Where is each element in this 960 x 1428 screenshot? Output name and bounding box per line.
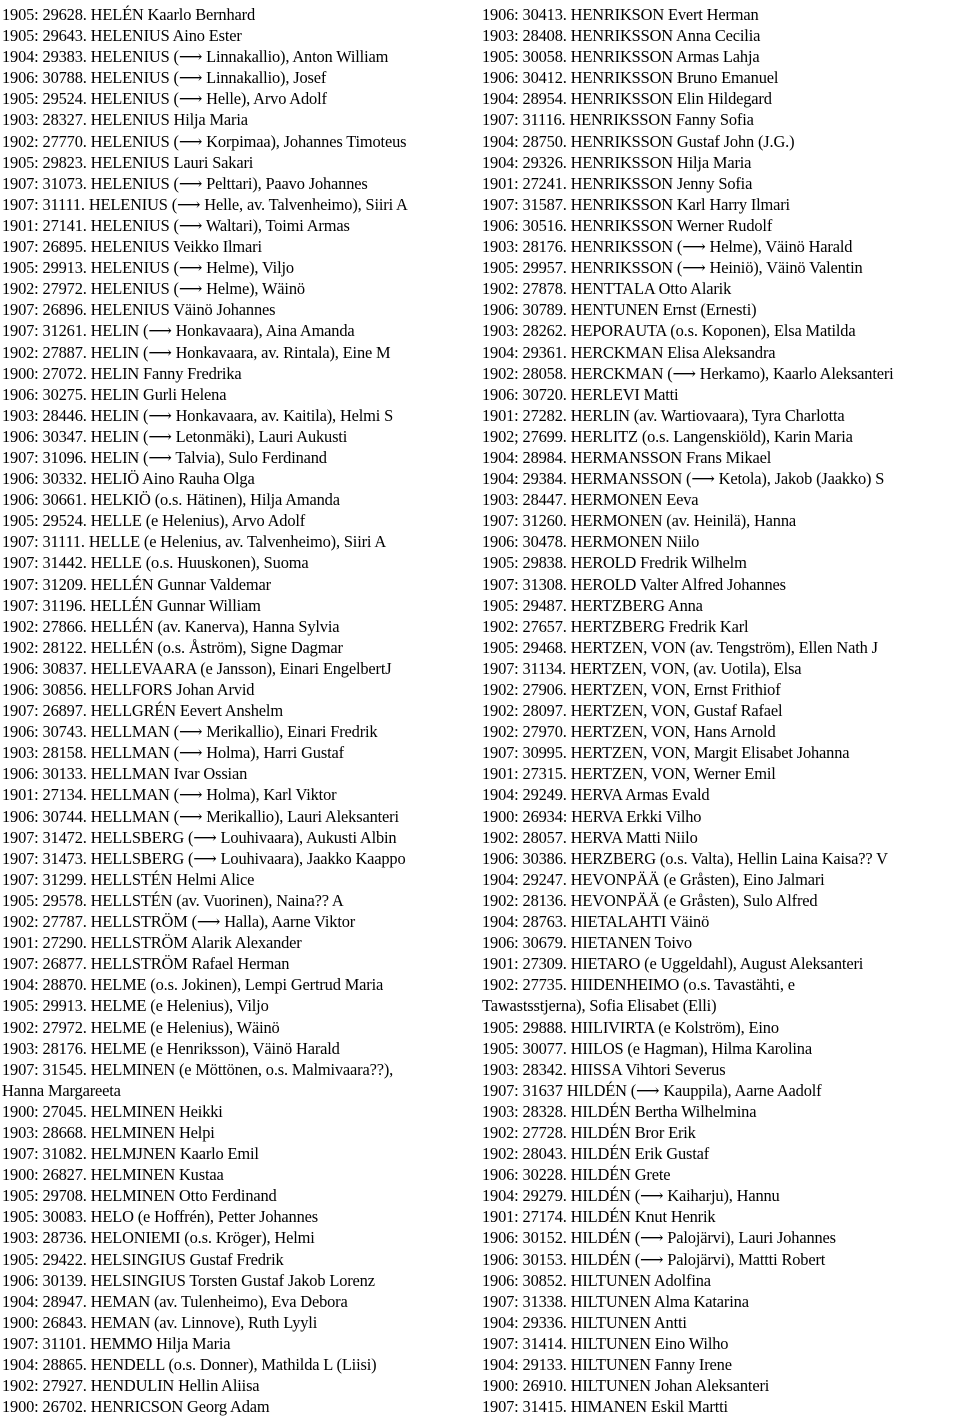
register-entry: 1904: 28750. HENRIKSSON Gustaf John (J.G.) xyxy=(482,131,795,151)
register-entry: 1902: 28136. HEVONPÄÄ (e Gråsten), Sulo Alfred xyxy=(482,890,818,910)
register-entry: 1905: 29524. HELENIUS (⟶ Helle), Arvo Adolf xyxy=(2,89,327,109)
register-entry: 1907: 31472. HELLSBERG (⟶ Louhivaara), Aukusti Albin xyxy=(2,827,397,847)
register-entry: 1904: 28954. HENRIKSSON Elin Hildegard xyxy=(482,89,772,109)
register-entry: 1907: 30995. HERTZEN, VON, Margit Elisabet Johanna xyxy=(482,743,850,763)
register-entry: 1904: 28865. HENDELL (o.s. Donner), Mathilda L (Liisi) xyxy=(2,1355,377,1374)
register-entry: 1906: 30720. HERLEVI Matti xyxy=(482,384,679,404)
register-entry: 1904: 29247. HEVONPÄÄ (e Gråsten), Eino Jalmari xyxy=(482,869,825,889)
register-entry: 1905: 29628. HELÉN Kaarlo Bernhard xyxy=(2,5,255,24)
register-entry: 1906: 30153. HILDÉN (⟶ Palojärvi), Mattti Robert xyxy=(482,1249,826,1269)
register-entry: 1904: 28763. HIETALAHTI Väinö xyxy=(482,912,710,932)
register-entry: 1907: 26897. HELLGRÉN Eevert Anshelm xyxy=(2,701,283,721)
register-entry: 1902: 27972. HELENIUS (⟶ Helme), Wäinö xyxy=(2,279,305,299)
register-entry: 1906: 30743. HELLMAN (⟶ Merikallio), Einari Fredrik xyxy=(2,722,378,742)
register-entry: 1907: 31415. HIMANEN Eskil Martti xyxy=(482,1397,728,1417)
register-entry: 1900: 26843. HEMAN (av. Linnove), Ruth Lyyli xyxy=(2,1312,318,1332)
register-entry: 1905: 29422. HELSINGIUS Gustaf Fredrik xyxy=(2,1249,284,1269)
register-entry: 1901: 27282. HERLIN (av. Wartiovaara), Tyra Charlotta xyxy=(482,405,845,425)
register-entry: 1906: 30478. HERMONEN Niilo xyxy=(482,532,700,552)
register-entry: 1900: 27045. HELMINEN Heikki xyxy=(2,1101,223,1121)
register-entry: 1905: 29524. HELLE (e Helenius), Arvo Adolf xyxy=(2,511,306,531)
register-entry: 1904: 29326. HENRIKSSON Hilja Maria xyxy=(482,152,752,172)
register-entry: 1902: 27728. HILDÉN Bror Erik xyxy=(482,1122,696,1142)
register-entry: 1907: 31116. HENRIKSSON Fanny Sofia xyxy=(482,110,754,130)
register-entry: 1907: 31134. HERTZEN, VON, (av. Uotila), Elsa xyxy=(482,658,802,678)
register-entry: 1902: 27735. HIIDENHEIMO (o.s. Tavastähti, e xyxy=(482,975,795,995)
register-entry: 1907: 31473. HELLSBERG (⟶ Louhivaara), Jaakko Kaappo xyxy=(2,848,406,868)
register-entry: 1907: 31299. HELLSTÉN Helmi Alice xyxy=(2,869,255,889)
register-entry: 1904: 29249. HERVA Armas Evald xyxy=(482,785,710,805)
register-entry: 1905: 29578. HELLSTÉN (av. Vuorinen), Naina?? A xyxy=(2,890,344,910)
register-entry: 1904: 29279. HILDÉN (⟶ Kaiharju), Hannu xyxy=(482,1186,780,1206)
register-entry: 1907: 31261. HELIN (⟶ Honkavaara), Aina Amanda xyxy=(2,321,355,341)
register-entry: 1904: 29383. HELENIUS (⟶ Linnakallio), Anton William xyxy=(2,47,389,67)
register-entry: 1903: 28176. HENRIKSSON (⟶ Helme), Väinö Harald xyxy=(482,237,853,257)
register-entry: Hanna Margareeta xyxy=(2,1080,121,1100)
register-entry: 1902: 27787. HELLSTRÖM (⟶ Halla), Aarne Viktor xyxy=(2,912,356,932)
register-entry: 1902: 27878. HENTTALA Otto Alarik xyxy=(482,279,732,299)
register-entry: 1902: 27770. HELENIUS (⟶ Korpimaa), Johannes Timoteus xyxy=(2,131,407,151)
register-entry: 1907: 26877. HELLSTRÖM Rafael Herman xyxy=(2,954,290,974)
register-entry: 1901: 27241. HENRIKSSON Jenny Sofia xyxy=(482,173,753,193)
register-entry: 1902; 27699. HERLITZ (o.s. Langenskiöld), Karin Maria xyxy=(482,426,853,446)
register-entry: 1904: 28947. HEMAN (av. Tulenheimo), Eva Debora xyxy=(2,1291,348,1311)
right-column xyxy=(482,4,960,1417)
register-entry: 1905: 29888. HIILIVIRTA (e Kolström), Eino xyxy=(482,1017,779,1037)
register-entry: 1903: 28342. HIISSA Vihtori Severus xyxy=(482,1059,726,1079)
register-entry: 1903: 28262. HEPORAUTA (o.s. Koponen), Elsa Matilda xyxy=(482,321,856,341)
register-entry: 1902: 27906. HERTZEN, VON, Ernst Frithiof xyxy=(482,680,781,699)
register-entry: 1901: 27290. HELLSTRÖM Alarik Alexander xyxy=(2,933,302,953)
register-entry: 1902: 27927. HENDULIN Hellin Aliisa xyxy=(2,1376,260,1396)
register-entry: 1905: 29913. HELME (e Helenius), Viljo xyxy=(2,996,269,1016)
register-entry: Tawastsstjerna), Sofia Elisabet (Elli) xyxy=(482,996,717,1016)
register-entry: 1903: 28408. HENRIKSSON Anna Cecilia xyxy=(482,26,761,46)
register-entry: 1906: 30139. HELSINGIUS Torsten Gustaf Jakob Lorenz xyxy=(2,1270,375,1290)
register-entry: 1906: 30661. HELKIÖ (o.s. Hätinen), Hilja Amanda xyxy=(2,490,340,510)
register-entry: 1907: 26896. HELENIUS Väinö Johannes xyxy=(2,300,276,320)
register-entry: 1905: 29468. HERTZEN, VON (av. Tengström), Ellen Nath J xyxy=(482,637,878,657)
register-entry: 1905: 30058. HENRIKSSON Armas Lahja xyxy=(482,47,760,67)
register-entry: 1906: 30133. HELLMAN Ivar Ossian xyxy=(2,764,248,784)
register-entry: 1906: 30852. HILTUNEN Adolfina xyxy=(482,1270,711,1290)
register-entry: 1903: 28176. HELME (e Henriksson), Väinö Harald xyxy=(2,1038,340,1058)
register-entry: 1907: 31414. HILTUNEN Eino Wilho xyxy=(482,1333,729,1353)
register-entry: 1907: 26895. HELENIUS Veikko Ilmari xyxy=(2,237,262,257)
register-entry: 1906: 30152. HILDÉN (⟶ Palojärvi), Lauri Johannes xyxy=(482,1228,836,1248)
register-entry: 1906: 30347. HELIN (⟶ Letonmäki), Lauri Aukusti xyxy=(2,426,348,446)
register-entry: 1901: 27134. HELLMAN (⟶ Holma), Karl Viktor xyxy=(2,785,337,805)
register-entry: 1902: 28058. HERCKMAN (⟶ Herkamo), Kaarlo Aleksanteri xyxy=(482,363,894,383)
register-entry: 1906: 30837. HELLEVAARA (e Jansson), Einari EngelbertJ xyxy=(2,658,392,678)
register-entry: 1902: 28043. HILDÉN Erik Gustaf xyxy=(482,1144,710,1164)
register-entry: 1907: 31338. HILTUNEN Alma Katarina xyxy=(482,1291,749,1311)
register-entry: 1907: 31196. HELLÉN Gunnar William xyxy=(2,595,261,615)
register-entry: 1902: 27887. HELIN (⟶ Honkavaara, av. Rintala), Eine M xyxy=(2,342,391,362)
register-entry: 1907: 31073. HELENIUS (⟶ Pelttari), Paavo Johannes xyxy=(2,173,368,193)
register-entry: 1907: 31209. HELLÉN Gunnar Valdemar xyxy=(2,574,271,594)
register-entry: 1904: 29361. HERCKMAN Elisa Aleksandra xyxy=(482,342,776,362)
register-entry: 1906: 30412. HENRIKSSON Bruno Emanuel xyxy=(482,68,779,88)
register-entry: 1906: 30413. HENRIKSON Evert Herman xyxy=(482,5,759,24)
register-entry: 1902: 27657. HERTZBERG Fredrik Karl xyxy=(482,616,749,636)
register-entry: 1903: 28328. HILDÉN Bertha Wilhelmina xyxy=(482,1101,757,1121)
register-entry: 1907: 31111. HELLE (e Helenius, av. Talvenheimo), Siiri A xyxy=(2,532,387,552)
register-entry: 1903: 28736. HELONIEMI (o.s. Kröger), Helmi xyxy=(2,1228,315,1248)
register-entry: 1905: 29708. HELMINEN Otto Ferdinand xyxy=(2,1186,277,1206)
register-entry: 1900: 26910. HILTUNEN Johan Aleksanteri xyxy=(482,1376,770,1396)
register-entry: 1902: 28057. HERVA Matti Niilo xyxy=(482,827,698,847)
register-entry: 1907: 31442. HELLE (o.s. Huuskonen), Suoma xyxy=(2,553,309,573)
register-entry: 1902: 27972. HELME (e Helenius), Wäinö xyxy=(2,1017,280,1037)
register-entry: 1901: 27174. HILDÉN Knut Henrik xyxy=(482,1207,716,1227)
register-entry: 1906: 30386. HERZBERG (o.s. Valta), Hellin Laina Kaisa?? V xyxy=(482,848,888,868)
register-entry: 1905: 30083. HELO (e Hoffrén), Petter Johannes xyxy=(2,1207,318,1227)
register-entry: 1906: 30679. HIETANEN Toivo xyxy=(482,933,692,953)
register-entry: 1903: 28447. HERMONEN Eeva xyxy=(482,490,699,510)
register-entry: 1907: 31096. HELIN (⟶ Talvia), Sulo Ferdinand xyxy=(2,447,327,467)
register-entry: 1901: 27141. HELENIUS (⟶ Waltari), Toimi Armas xyxy=(2,215,350,235)
register-entry: 1907: 31101. HEMMO Hilja Maria xyxy=(2,1333,231,1353)
register-entry: 1902: 27866. HELLÉN (av. Kanerva), Hanna Sylvia xyxy=(2,616,340,636)
register-entry: 1904: 28984. HERMANSSON Frans Mikael xyxy=(482,447,772,467)
register-entry: 1900: 26702. HENRICSON Georg Adam xyxy=(2,1397,270,1417)
register-entry: 1904: 28870. HELME (o.s. Jokinen), Lempi Gertrud Maria xyxy=(2,975,384,995)
register-entry: 1907: 31308. HEROLD Valter Alfred Johannes xyxy=(482,574,786,594)
register-entry: 1907: 31587. HENRIKSSON Karl Harry Ilmari xyxy=(482,194,790,214)
register-entry: 1906: 30856. HELLFORS Johan Arvid xyxy=(2,680,255,699)
register-entry: 1907: 31082. HELMJNEN Kaarlo Emil xyxy=(2,1144,259,1164)
register-entry: 1907: 31637 HILDÉN (⟶ Kauppila), Aarne Aadolf xyxy=(482,1080,822,1100)
register-entry: 1906: 30788. HELENIUS (⟶ Linnakallio), Josef xyxy=(2,68,327,88)
register-entry: 1905: 29643. HELENIUS Aino Ester xyxy=(2,26,242,46)
register-entry: 1902: 28122. HELLÉN (o.s. Åström), Signe Dagmar xyxy=(2,637,343,657)
register-entry: 1907: 31545. HELMINEN (e Möttönen, o.s. Malmivaara??), xyxy=(2,1059,394,1079)
register-entry: 1906: 30744. HELLMAN (⟶ Merikallio), Lauri Aleksanteri xyxy=(2,806,399,826)
register-entry: 1904: 29133. HILTUNEN Fanny Irene xyxy=(482,1355,732,1374)
left-column xyxy=(2,4,482,1417)
register-entry: 1905: 29957. HENRIKSSON (⟶ Heiniö), Väinö Valentin xyxy=(482,258,863,278)
register-entry: 1905: 29838. HEROLD Fredrik Wilhelm xyxy=(482,553,747,573)
register-entry: 1900: 27072. HELIN Fanny Fredrika xyxy=(2,363,242,383)
register-entry: 1906: 30332. HELIÖ Aino Rauha Olga xyxy=(2,469,255,489)
register-entry: 1905: 29823. HELENIUS Lauri Sakari xyxy=(2,152,254,172)
register-entry: 1906: 30275. HELIN Gurli Helena xyxy=(2,384,227,404)
register-entry: 1904: 29384. HERMANSSON (⟶ Ketola), Jakob (Jaakko) S xyxy=(482,469,885,489)
register-entry: 1907: 31260. HERMONEN (av. Heinilä), Hanna xyxy=(482,511,797,531)
register-entry: 1903: 28327. HELENIUS Hilja Maria xyxy=(2,110,248,130)
register-entry: 1905: 29487. HERTZBERG Anna xyxy=(482,595,703,615)
register-entry: 1902: 28097. HERTZEN, VON, Gustaf Rafael xyxy=(482,701,783,721)
register-entry: 1902: 27970. HERTZEN, VON, Hans Arnold xyxy=(482,722,776,742)
register-entry: 1906: 30516. HENRIKSSON Werner Rudolf xyxy=(482,215,773,235)
register-entry: 1900: 26934: HERVA Erkki Vilho xyxy=(482,806,702,826)
register-entry: 1901: 27315. HERTZEN, VON, Werner Emil xyxy=(482,764,776,784)
register-entry: 1907: 31111. HELENIUS (⟶ Helle, av. Talvenheimo), Siiri A xyxy=(2,194,408,214)
register-entry: 1904: 29336. HILTUNEN Antti xyxy=(482,1312,687,1332)
register-entry: 1903: 28158. HELLMAN (⟶ Holma), Harri Gustaf xyxy=(2,743,344,763)
register-entry: 1903: 28446. HELIN (⟶ Honkavaara, av. Kaitila), Helmi S xyxy=(2,405,394,425)
register-entry: 1905: 30077. HIILOS (e Hagman), Hilma Karolina xyxy=(482,1038,812,1058)
register-entry: 1903: 28668. HELMINEN Helpi xyxy=(2,1122,215,1142)
register-entry: 1906: 30789. HENTUNEN Ernst (Ernesti) xyxy=(482,300,757,320)
register-entry: 1900: 26827. HELMINEN Kustaa xyxy=(2,1165,224,1185)
register-entry: 1906: 30228. HILDÉN Grete xyxy=(482,1165,671,1185)
register-entry: 1905: 29913. HELENIUS (⟶ Helme), Viljo xyxy=(2,258,294,278)
register-entry: 1901: 27309. HIETARO (e Uggeldahl), August Aleksanteri xyxy=(482,954,864,974)
